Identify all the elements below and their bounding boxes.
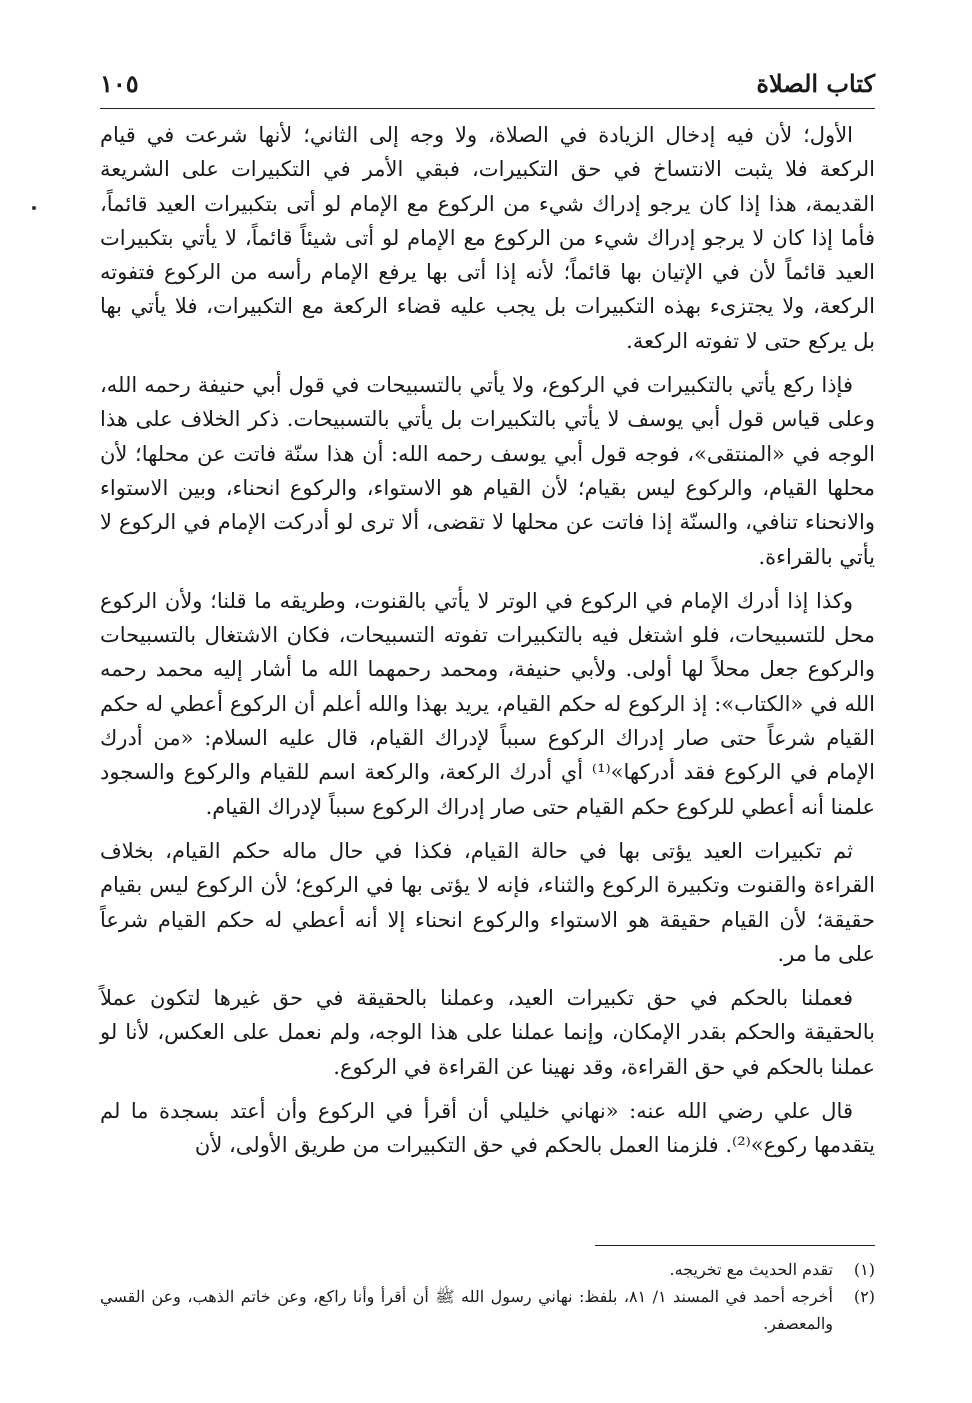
paragraph: الأول؛ لأن فيه إدخال الزيادة في الصلاة، ولا وجه إلى الثاني؛ لأنها شرعت في قيام الركعة فلا يثبت الانتساخ في حق التكبيرات، فبقي الأمر في التكبيرات على الشريعة القديمة، هذا إذا كان يرجو إدراك شيء من الركوع مع الإمام لو أتى بتكبيرات العيد قائماً، فأما إذا كان لا يرجو إدراك شيء من الركوع مع الإمام لو أتى شيئاً قائماً، لا يأتي بتكبيرات العيد قائماً لأن في الإتيان بها قائماً؛ لأنه إذا أتى بها يرفع الإمام رأسه من الركوع فتفوته الركعة، ولا يجتزىء بهذه التكبيرات بل يجب عليه قضاء الركعة مع التكبيرات، فلا يأتي بها بل يركع حتى لا تفوته الركعة. — [100, 123, 875, 353]
paragraph: فإذا ركع يأتي بالتكبيرات في الركوع، ولا يأتي بالتسبيحات في قول أبي حنيفة رحمه الله، وعلى قياس قول أبي يوسف لا يأتي بالتكبيرات بل يأتي بالتسبيحات. ذكر الخلاف على هذا الوجه في «المنتقى»، فوجه قول أبي يوسف رحمه الله: أن هذا سنّة فاتت عن محلها؛ لأن محلها القيام، والركوع ليس بقيام؛ لأن القيام هو الاستواء، والركوع انحناء، وبين الاستواء والانحناء تنافي، والسنّة إذا فاتت عن محلها لا تقضى، ألا ترى لو أدركت الإمام في الركوع لا يأتي بالقراءة. — [100, 373, 875, 569]
footnote-text: أخرجه أحمد في المسند ١/ ٨١، بلفظ: نهاني رسول الله ﷺ أن أقرأ وأنا راكع، وعن خاتم الذهب، وعن القسي والمعصفر. — [100, 1287, 833, 1333]
paragraph: وكذا إذا أدرك الإمام في الركوع في الوتر لا يأتي بالقنوت، وطريقه ما قلنا؛ ولأن الركوع محل للتسبيحات، فلو اشتغل فيه بالتكبيرات تفوته التسبيحات، فكان الاشتغال بالتسبيحات والركوع جعل محلاً لها أولى. ولأبي حنيفة، ومحمد رحمهما الله ما أشار إليه محمد رحمه الله في «الكتاب»: إذ الركوع له حكم القيام، يريد بهذا والله أعلم أن الركوع أعطي له حكم القيام شرعاً حتى صار إدراك الركوع سبباً لإدراك القيام، قال عليه السلام: «من أدرك الإمام في الركوع فقد أدركها»⁽¹⁾ أي أدرك الركعة، والركعة اسم للقيام والركوع والسجود علمنا أنه أعطي للركوع حكم القيام حتى صار إدراك الركوع سبباً لإدراك القيام. — [100, 588, 875, 819]
footnotes — [100, 1256, 875, 1337]
footnote — [100, 1283, 875, 1337]
page-header — [100, 62, 875, 104]
stray-mark — [32, 206, 36, 210]
footnote-rule — [595, 1245, 875, 1246]
footnote-mark: (٢) — [853, 1287, 875, 1306]
footnote-text: تقدم الحديث مع تخريجه. — [669, 1260, 833, 1279]
body-text — [100, 118, 875, 1173]
paragraph: ثم تكبيرات العيد يؤتى بها في حالة القيام، فكذا في حال ماله حكم القيام، بخلاف القراءة والقنوت وتكبيرة الركوع والثناء، فإنه لا يؤتى بها في الركوع؛ لأن الركوع ليس بقيام حقيقة؛ لأن القيام حقيقة هو الاستواء والركوع انحناء إلا أنه أعطي له حكم القيام شرعاً على ما مر. — [100, 838, 875, 966]
paragraph: فعملنا بالحكم في حق تكبيرات العيد، وعملنا بالحقيقة في حق غيرها لتكون عملاً بالحقيقة والحكم بقدر الإمكان، وإنما عملنا على هذا الوجه، ولم نعمل على العكس، لأنا لو عملنا بالحكم في حق القراءة، وقد نهينا عن القراءة في الركوع. — [100, 986, 875, 1079]
header-rule — [100, 108, 875, 109]
footnote — [100, 1256, 875, 1283]
page-number: ١٠٥ — [100, 68, 139, 98]
running-title: كتاب الصلاة — [756, 68, 875, 98]
paragraph: قال علي رضي الله عنه: «نهاني خليلي أن أقرأ في الركوع وأن أعتد بسجدة ما لم يتقدمها ركوع»⁽²⁾. فلزمنا العمل بالحكم في حق التكبيرات من طريق الأولى، لأن — [100, 1099, 875, 1158]
footnote-mark: (١) — [853, 1260, 875, 1279]
